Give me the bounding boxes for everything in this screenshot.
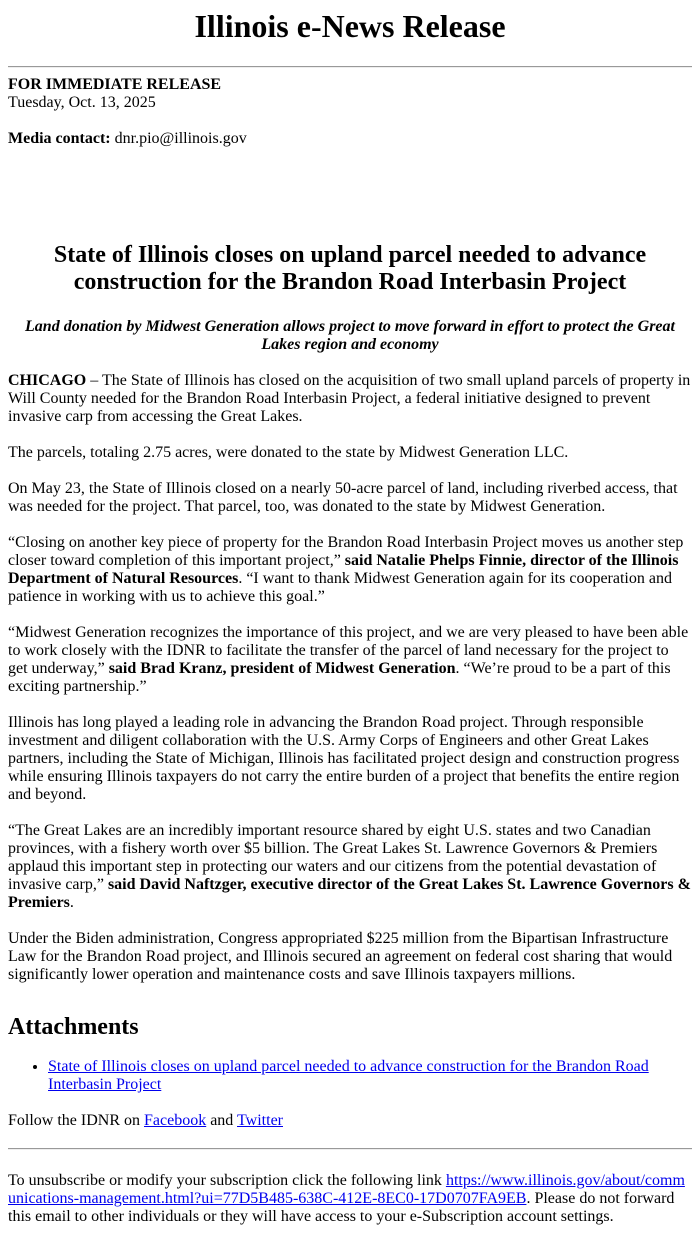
divider <box>8 66 692 68</box>
quote: “Midwest Generation recognizes the importance of this project, and we are very pleased to have been able to work closely with the IDNR to facilitate the transfer of the parcel of land necessary for the project to get underway,” <box>8 624 689 677</box>
release-label: FOR IMMEDIATE RELEASE <box>8 76 222 93</box>
quote: . <box>69 894 74 911</box>
quote: . “We’re proud to be a part of this exciting partnership.” <box>8 660 671 695</box>
dateline: CHICAGO <box>8 372 87 389</box>
media-contact-email: dnr.pio@illinois.gov <box>110 130 247 147</box>
facebook-link[interactable]: Facebook <box>144 1112 207 1129</box>
attachments-list <box>8 1058 692 1094</box>
attribution: said David Naftzger, executive director of the Great Lakes St. Lawrence Governors & Premiers <box>8 876 691 911</box>
paragraph-text: – The State of Illinois has closed on the acquisition of two small upland parcels of property in Will County needed for the Brandon Road Interbasin Project, a federal initiative designed to prevent invasive carp from accessing the Great Lakes. <box>8 372 691 425</box>
social-and: and <box>206 1112 238 1129</box>
paragraph-1 <box>8 372 692 426</box>
release-date: Tuesday, Oct. 13, 2025 <box>8 94 156 111</box>
unsubscribe-intro: To unsubscribe or modify your subscription click the following link <box>8 1172 446 1189</box>
subheadline: Land donation by Midwest Generation allows project to move forward in effort to protect the Great Lakes region and economy <box>25 318 675 353</box>
quote: . “I want to thank Midwest Generation again for its cooperation and patience in working with us to achieve this goal.” <box>8 570 672 605</box>
paragraph-7 <box>8 822 692 912</box>
twitter-link[interactable]: Twitter <box>237 1112 283 1129</box>
unsubscribe-notice <box>8 1164 692 1226</box>
paragraph-4 <box>8 534 692 606</box>
paragraph-3: On May 23, the State of Illinois closed on a nearly 50-acre parcel of land, including riverbed access, that was needed for the project. That parcel, too, was donated to the state by Midwest Generation. <box>8 480 678 515</box>
attachment-link[interactable]: State of Illinois closes on upland parcel needed to advance construction for the Brandon Road Interbasin Project <box>48 1058 649 1093</box>
social-links <box>8 1112 692 1130</box>
page-title: Illinois e-News Release <box>194 8 506 44</box>
attribution: said Brad Kranz, president of Midwest Generation <box>108 660 456 677</box>
unsubscribe-outro: . Please do not forward this email to other individuals or they will have access to your e-Subscription account settings. <box>8 1190 675 1225</box>
social-prefix: Follow the IDNR on <box>8 1112 144 1129</box>
paragraph-5 <box>8 624 692 696</box>
paragraph-2: The parcels, totaling 2.75 acres, were donated to the state by Midwest Generation LLC. <box>8 444 569 461</box>
paragraph-6: Illinois has long played a leading role in advancing the Brandon Road project. Through responsible investment and diligent collaboration with the U.S. Army Corps of Engineers and other Great Lakes partners, including the State of Michigan, Illinois has facilitated project design and construction progress while ensuring Illinois taxpayers do not carry the entire burden of a project that benefits the entire region and beyond. <box>8 714 680 803</box>
attribution: said Natalie Phelps Finnie, director of the Illinois Department of Natural Resources <box>8 552 679 587</box>
release-meta <box>8 76 692 112</box>
media-contact-label: Media contact: <box>8 130 111 147</box>
attachments-heading: Attachments <box>8 1014 139 1040</box>
footer-divider <box>8 1148 692 1150</box>
headline: State of Illinois closes on upland parcel needed to advance construction for the Brandon Road Interbasin Project <box>53 242 647 295</box>
quote: “The Great Lakes are an incredibly important resource shared by eight U.S. states and two Canadian provinces, with a fishery worth over $5 billion. The Great Lakes St. Lawrence Governors & Premiers applaud this important step in protecting our waters and our citizens from the potential devastation of invasive carp,” <box>8 822 658 893</box>
unsubscribe-link[interactable]: https://www.illinois.gov/about/communications-management.html?ui=77D5B485-638C-412E-8EC0-17D0707FA9EB <box>8 1172 685 1207</box>
paragraph-8: Under the Biden administration, Congress appropriated $225 million from the Bipartisan Infrastructure Law for the Brandon Road project, and Illinois secured an agreement on federal cost sharing that would significantly lower operation and maintenance costs and save Illinois taxpayers millions. <box>8 930 673 983</box>
quote: “Closing on another key piece of property for the Brandon Road Interbasin Project moves us another step closer toward completion of this important project,” <box>8 534 684 569</box>
attachment-item <box>48 1058 692 1094</box>
